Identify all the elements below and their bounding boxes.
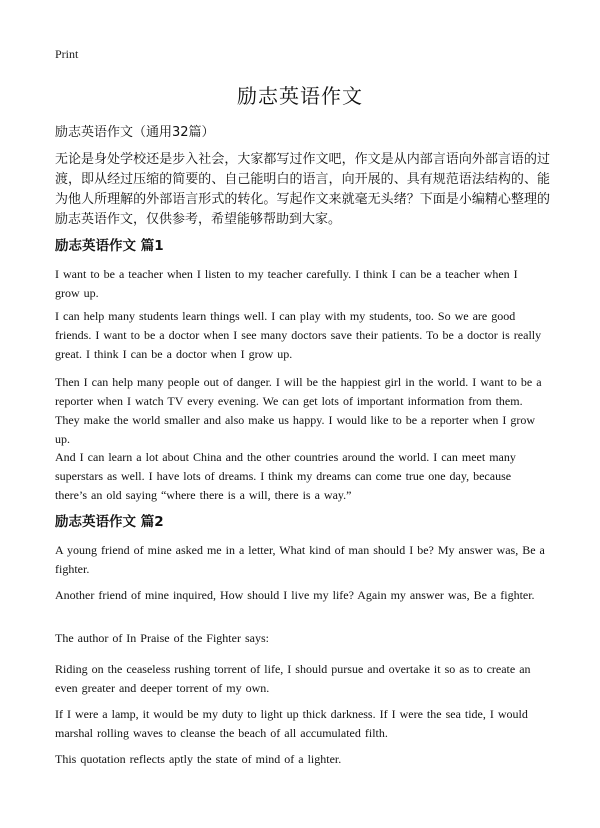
section-2-paragraph-6: This quotation reflects aptly the state of mind of a lighter. bbox=[55, 752, 342, 766]
section-2-paragraph-1: A young friend of mine asked me in a letter, What kind of man should I be? My answer was, Be a fighter. bbox=[55, 543, 545, 576]
section-2-paragraph-3: The author of In Praise of the Fighter says: bbox=[55, 631, 269, 645]
page-title: 励志英语作文 bbox=[237, 84, 363, 108]
section-1-paragraph-2: I can help many students learn things well. I can play with my students, too. So we are good friends. I want to be a doctor when I see many doctors save their patients. To be a doctor is really great. I think I can be a doctor when I grow up. bbox=[55, 309, 542, 361]
section-heading-1: 励志英语作文 篇1 bbox=[55, 238, 164, 254]
section-1-paragraph-1: I want to be a teacher when I listen to my teacher carefully. I think I can be a teacher when I grow up. bbox=[55, 267, 518, 300]
section-2-paragraph-5: If I were a lamp, it would be my duty to light up thick darkness. If I were the sea tide, I would marshal rolling waves to cleanse the beach of all accumulated filth. bbox=[55, 707, 528, 740]
section-2-paragraph-4: Riding on the ceaseless rushing torrent of life, I should pursue and overtake it so as to create an even greater and deeper torrent of my own. bbox=[55, 662, 531, 695]
document-subtitle: 励志英语作文（通用32篇） bbox=[55, 125, 215, 140]
section-1-paragraph-3: Then I can help many people out of danger. I will be the happiest girl in the world. I want to be a reporter when I watch TV every evening. We can get lots of important information from them. They make the world smaller and also make us happy. I would like to be a reporter when I grow up. bbox=[55, 375, 542, 446]
section-heading-2: 励志英语作文 篇2 bbox=[55, 514, 164, 530]
section-2-paragraph-2: Another friend of mine inquired, How should I live my life? Again my answer was, Be a fighter. bbox=[55, 588, 535, 602]
section-1-paragraph-4: And I can learn a lot about China and the other countries around the world. I can meet many superstars as well. I have lots of dreams. I think my dreams can come true one day, because there’s an old saying “where there is a will, there is a way.” bbox=[55, 450, 516, 502]
print-link[interactable]: Print bbox=[55, 47, 79, 61]
intro-paragraph: 无论是身处学校还是步入社会，大家都写过作文吧，作文是从内部言语向外部言语的过渡，即从经过压缩的简要的、自己能明白的语言，向开展的、具有规范语法结构的、能为他人所理解的外部语言形式的转化。写起作文来就毫无头绪？下面是小编精心整理的励志英语作文，仅供参考，希望能够帮助到大家。 bbox=[55, 152, 550, 227]
